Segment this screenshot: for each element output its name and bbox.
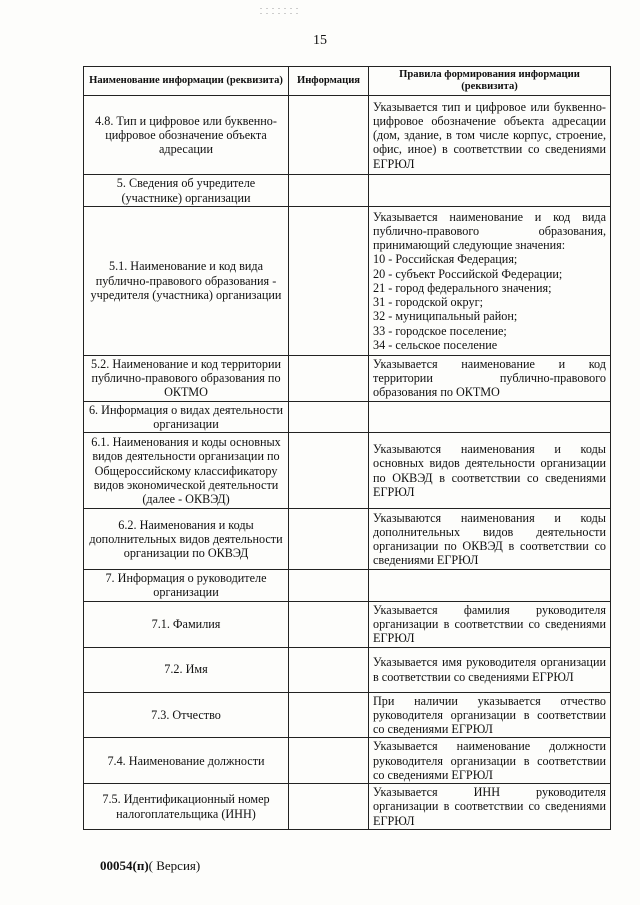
requisite-name: 6.2. Наименования и коды дополнительных видов деятельности организации по ОКВЭД — [84, 509, 289, 570]
rules-line: Указывается наименование и код вида публично-правового образования, принимающий следующие значения: — [373, 209, 606, 253]
requisite-info — [289, 206, 369, 355]
requisite-name: 7.2. Имя — [84, 647, 289, 692]
requisite-info — [289, 401, 369, 433]
table-row — [84, 355, 611, 401]
requisite-rules: Указывается наименование и код территории публично-правового образования по ОКТМО — [369, 355, 611, 401]
requisite-rules — [369, 206, 611, 355]
table-row — [84, 401, 611, 433]
table-row — [84, 601, 611, 647]
requisite-rules: При наличии указывается отчество руководителя организации в соответствии со сведениями ЕГРЮЛ — [369, 692, 611, 738]
requisite-rules: Указывается наименование должности руководителя организации в соответствии со сведениями ЕГРЮЛ — [369, 738, 611, 784]
rules-line: 20 - субъект Российской Федерации; — [373, 266, 563, 281]
table-row — [84, 570, 611, 602]
header-info: Информация — [289, 67, 369, 96]
requisite-rules: Указывается ИНН руководителя организации в соответствии со сведениями ЕГРЮЛ — [369, 784, 611, 830]
requisite-info — [289, 355, 369, 401]
table-row — [84, 509, 611, 570]
table-row — [84, 206, 611, 355]
requisite-rules: Указываются наименования и коды дополнительных видов деятельности организации по ОКВЭД в соответствии со сведениями ЕГРЮЛ — [369, 509, 611, 570]
table-row — [84, 647, 611, 692]
document-footer — [100, 858, 200, 874]
requisite-name: 7.4. Наименование должности — [84, 738, 289, 784]
requisite-info — [289, 570, 369, 602]
requisite-info — [289, 509, 369, 570]
requisite-name: 7.5. Идентификационный номер налогоплательщика (ИНН) — [84, 784, 289, 830]
document-version: ( Версия) — [148, 858, 201, 873]
document-code: 00054(п) — [100, 858, 149, 873]
requisite-rules: Указывается тип и цифровое или буквенно-цифровое обозначение объекта адресации (дом, здание, в том числе корпус, строение, офис, иное) в соответствии со сведениями ЕГРЮЛ — [369, 96, 611, 175]
table-header-row — [84, 67, 611, 96]
requisite-info — [289, 433, 369, 509]
table-row — [84, 738, 611, 784]
header-rules: Правила формирования информации (реквизита) — [369, 67, 611, 96]
requisite-rules — [369, 175, 611, 207]
table-row — [84, 692, 611, 738]
requisite-name: 5.1. Наименование и код вида публично-правового образования - учредителя (участника) организации — [84, 206, 289, 355]
requisite-name: 7.3. Отчество — [84, 692, 289, 738]
scan-noise — [258, 6, 298, 16]
table-row — [84, 784, 611, 830]
requisite-name: 4.8. Тип и цифровое или буквенно-цифровое обозначение объекта адресации — [84, 96, 289, 175]
requisite-rules: Указываются наименования и коды основных видов деятельности организации по ОКВЭД в соответствии со сведениями ЕГРЮЛ — [369, 433, 611, 509]
requisite-info — [289, 175, 369, 207]
requisite-rules: Указывается имя руководителя организации в соответствии со сведениями ЕГРЮЛ — [369, 647, 611, 692]
rules-line: 21 - город федерального значения; — [373, 280, 552, 295]
rules-line: 33 - городское поселение; — [373, 323, 507, 338]
requisite-info — [289, 96, 369, 175]
requisite-info — [289, 692, 369, 738]
requisite-name: 7.1. Фамилия — [84, 601, 289, 647]
requisite-info — [289, 601, 369, 647]
requisite-name: 5.2. Наименование и код территории публично-правового образования по ОКТМО — [84, 355, 289, 401]
requisite-rules — [369, 401, 611, 433]
requisite-name: 7. Информация о руководителе организации — [84, 570, 289, 602]
table-row — [84, 433, 611, 509]
rules-line: 34 - сельское поселение — [373, 337, 498, 352]
requisite-info — [289, 647, 369, 692]
rules-line: 10 - Российская Федерация; — [373, 252, 518, 267]
requisite-name: 6. Информация о видах деятельности организации — [84, 401, 289, 433]
requisites-table — [83, 66, 611, 830]
requisite-rules: Указывается фамилия руководителя организации в соответствии со сведениями ЕГРЮЛ — [369, 601, 611, 647]
page-number: 15 — [313, 33, 327, 48]
requisite-name: 6.1. Наименования и коды основных видов деятельности организации по Общероссийскому классификатору видов экономической деятельности (далее - ОКВЭД) — [84, 433, 289, 509]
requisite-name: 5. Сведения об учредителе (участнике) организации — [84, 175, 289, 207]
rules-line: 31 - городской округ; — [373, 295, 483, 310]
table-row — [84, 96, 611, 175]
requisite-info — [289, 738, 369, 784]
rules-line: 32 - муниципальный район; — [373, 309, 518, 324]
header-name: Наименование информации (реквизита) — [84, 67, 289, 96]
table-row — [84, 175, 611, 207]
requisite-info — [289, 784, 369, 830]
requisite-rules — [369, 570, 611, 602]
